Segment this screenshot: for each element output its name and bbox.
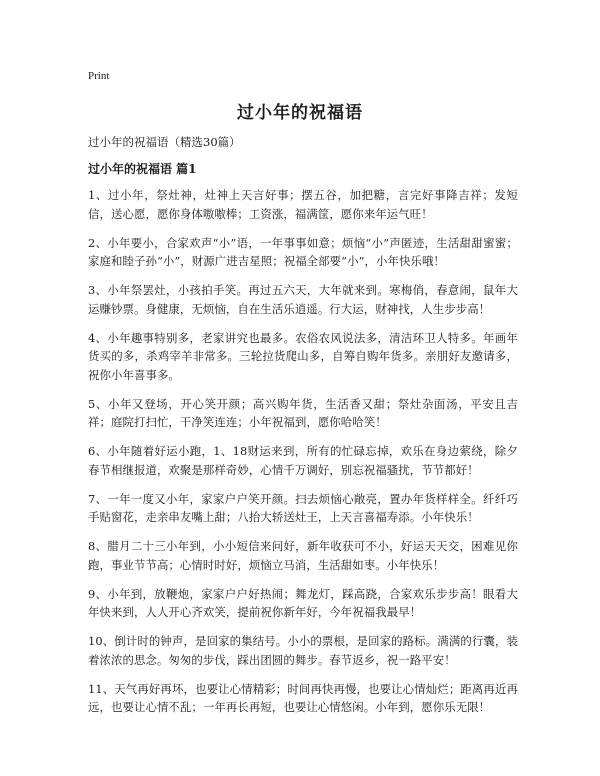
blessing-item-1: 1、过小年，祭灶神，灶神上天言好事；摆五谷，加把糖，言完好事降吉祥；发短信，送心愿，愿你身体嗷嗷棒；工资涨，福满筐，愿你来年运气旺！ <box>88 188 518 221</box>
blessing-item-2: 2、小年要小，合家欢声“小”语，一年事事如意；烦恼“小”声匿迹，生活甜甜蜜蜜；家庭和睦子孙“小”，财源广进吉星照；祝福全部要“小”，小年快乐哦！ <box>88 235 518 268</box>
blessing-item-10: 10、倒计时的钟声，是回家的集结号。小小的票根，是回家的路标。满满的行囊，装着浓浓的思念。匆匆的步伐，踩出团圆的舞步。春节返乡，祝一路平安！ <box>88 634 518 667</box>
print-link[interactable]: Print <box>88 70 110 82</box>
blessing-item-5: 5、小年又登场，开心笑开颜；高兴购年货，生活香又甜；祭灶杂面汤，平安且吉祥；庭院打扫忙，干净笑连连；小年祝福到，愿你哈哈笑！ <box>88 396 518 429</box>
blessing-item-4: 4、小年趣事特别多，老家讲究也最多。农俗农风说法多，清洁环卫人特多。年画年货买的多，杀鸡宰羊非常多。三轮拉货爬山多，自筹自购年货多。亲朋好友邀请多，祝你小年喜事多。 <box>88 330 518 382</box>
blessing-item-8: 8、腊月二十三小年到，小小短信来问好，新年收获可不小，好运天天交，困难见你跑，事业节节高；心情时时好，烦恼立马消，生活甜如枣。小年快乐！ <box>88 539 518 572</box>
page-title: 过小年的祝福语 <box>237 103 363 123</box>
blessing-item-11: 11、天气再好再坏，也要让心情精彩；时间再快再慢，也要让心情灿烂；距离再近再远，也要让心情不乱；一年再长再短，也要让心情悠闲。小年到，愿你乐无限！ <box>88 681 518 714</box>
blessing-item-3: 3、小年祭罢灶，小孩拍手笑。再过五六天，大年就来到。寒梅俏，春意闹，鼠年大运赚钞票。身健康，无烦恼，自在生活乐逍遥。行大运，财神找，人生步步高！ <box>88 283 518 316</box>
blessing-item-9: 9、小年到，放鞭炮，家家户户好热闹；舞龙灯，踩高跷，合家欢乐步步高！眼看大年快来到，人人开心齐欢笑，提前祝你新年好，今年祝福我最早！ <box>88 586 518 619</box>
section-heading: 过小年的祝福语 篇1 <box>88 162 197 176</box>
blessing-item-7: 7、一年一度又小年，家家户户笑开颜。扫去烦恼心敞亮，置办年货样样全。纤纤巧手贴窗花，走亲串友嘴上甜；八抬大轿送灶王，上天言喜福寿添。小年快乐！ <box>88 491 518 524</box>
blessing-item-6: 6、小年随着好运小跑，1、18财运来到，所有的忙碌忘掉，欢乐在身边萦绕，除夕春节相继报道，欢聚是那样奇妙，心情千万调好，别忘祝福骚扰，节节都好！ <box>88 444 518 477</box>
blessing-list <box>88 186 518 727</box>
document-subtitle: 过小年的祝福语（精选30篇） <box>88 135 241 149</box>
